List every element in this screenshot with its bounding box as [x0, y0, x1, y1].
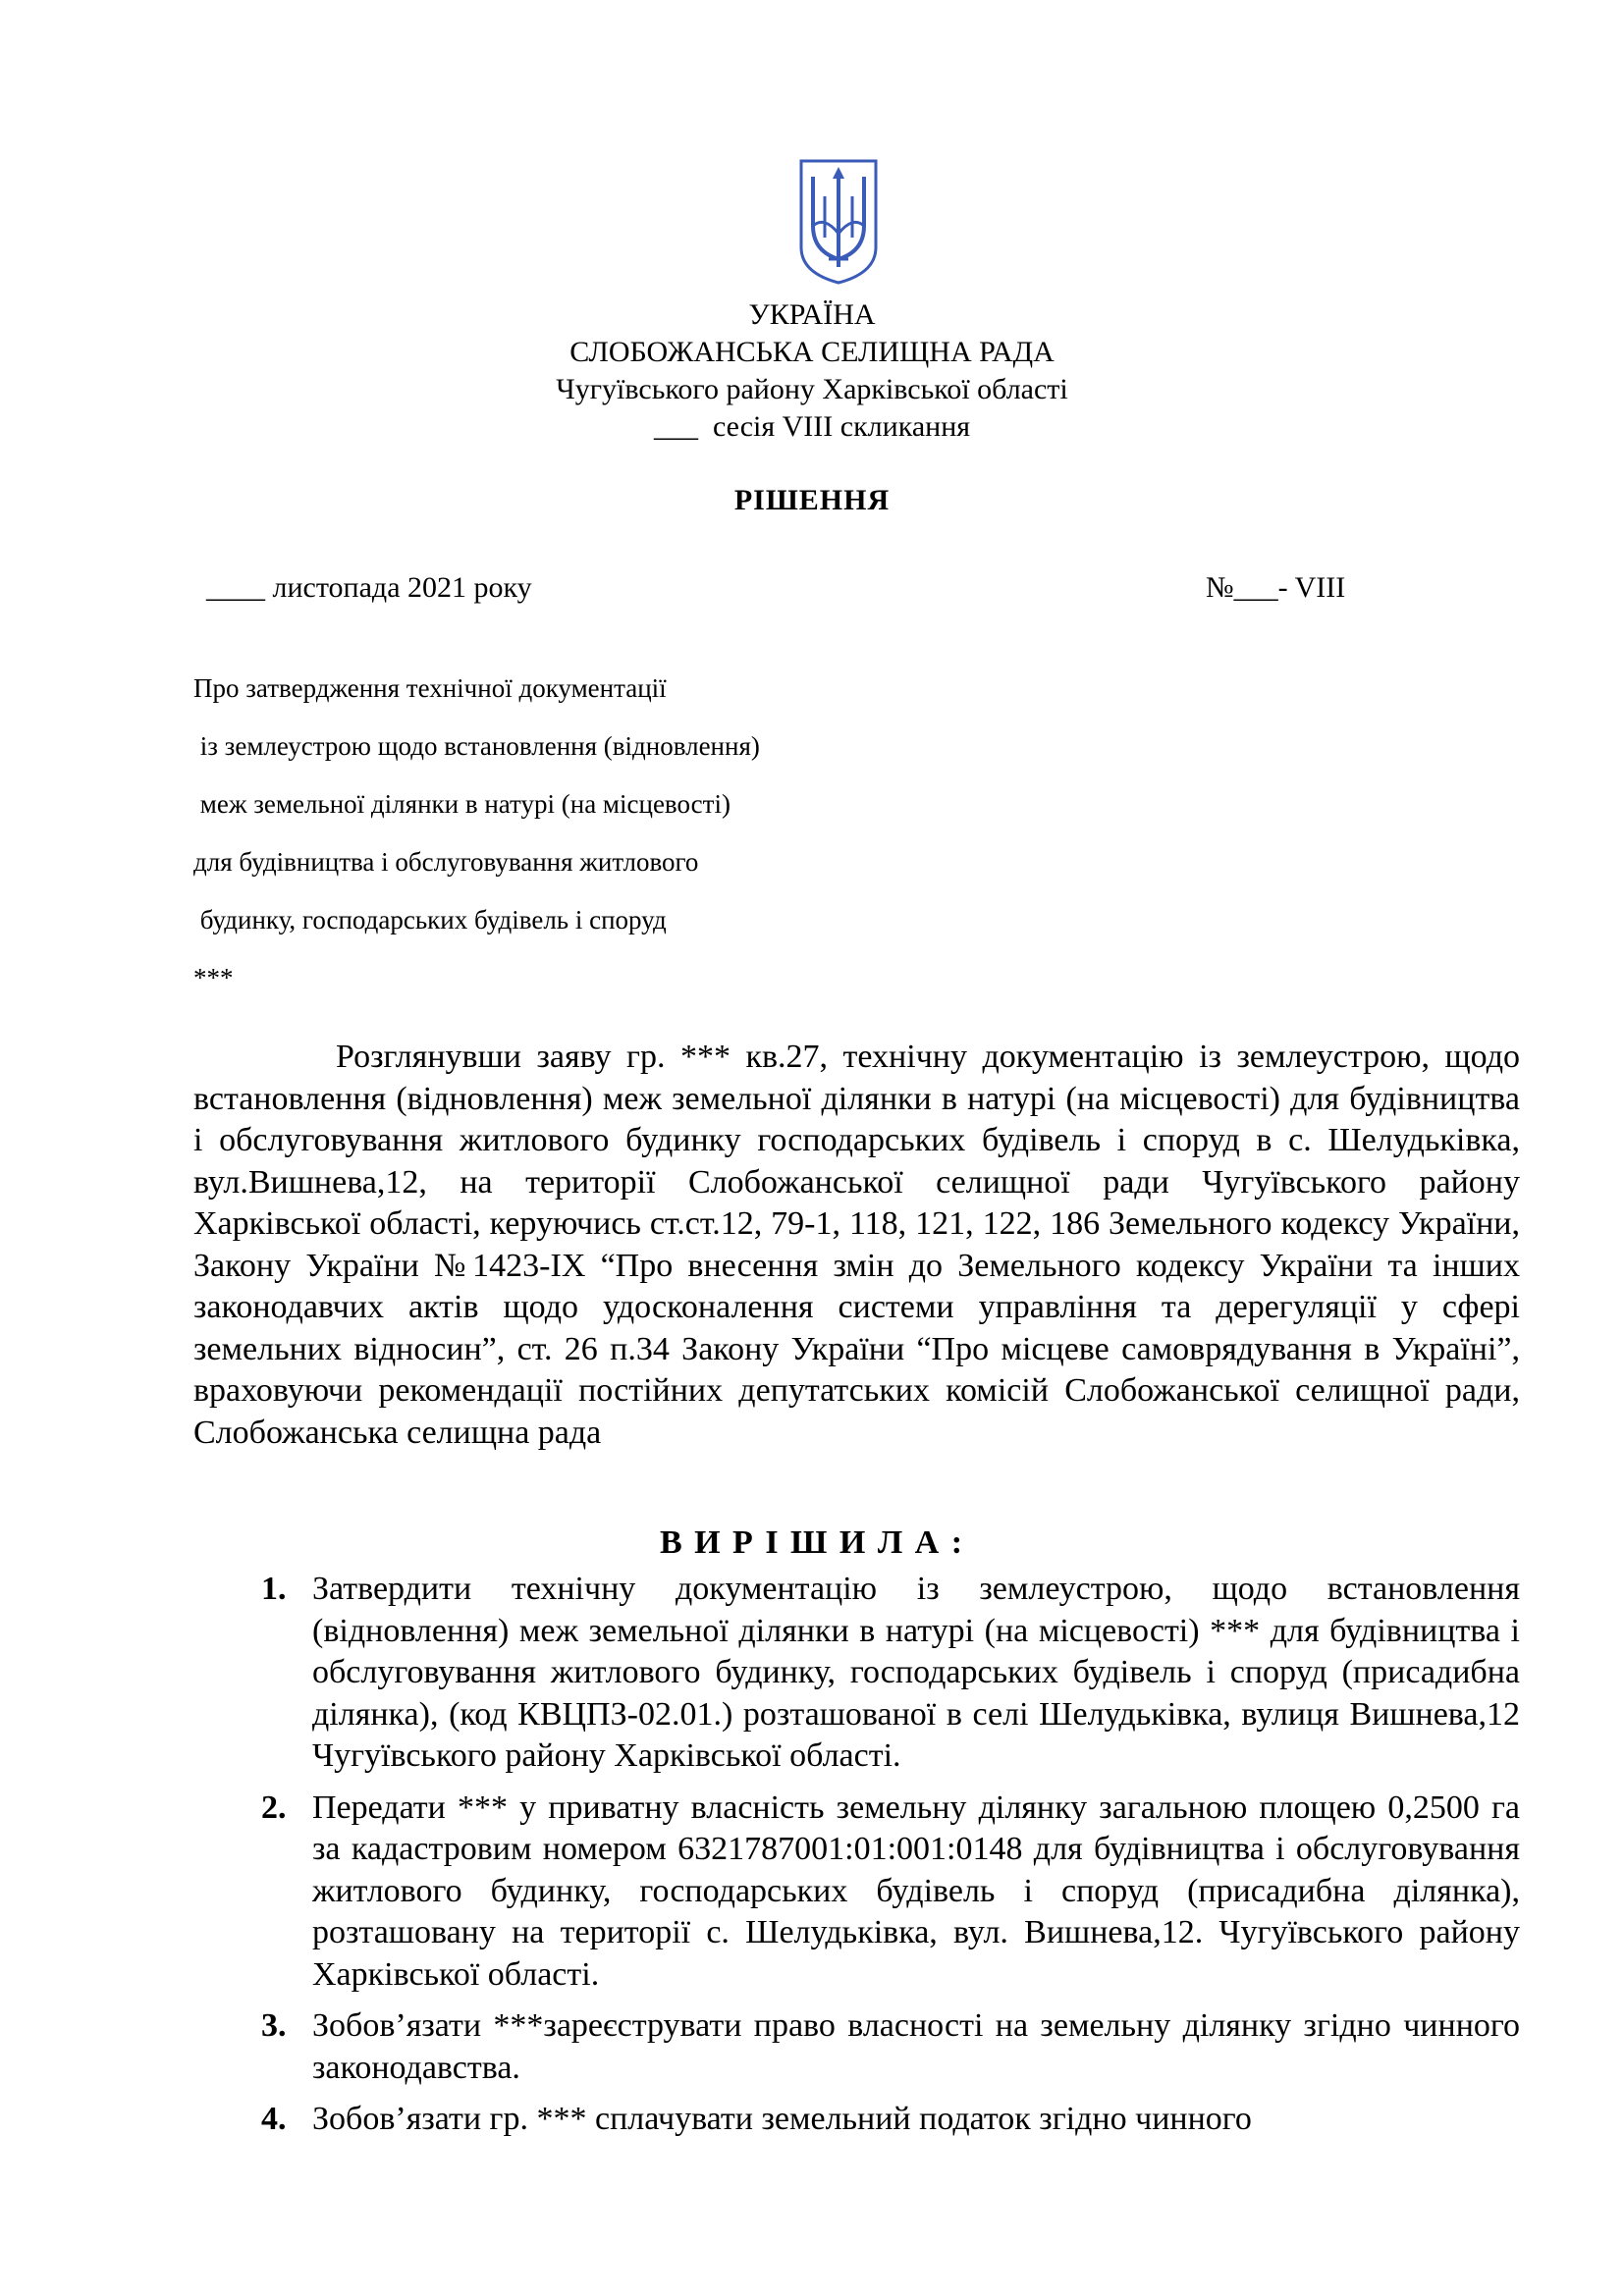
- subject-line: для будівництва і обслуговування житлового: [193, 847, 699, 877]
- item-text: Затвердити технічну документацію із землеустрою, щодо встановлення (відновлення) меж земельної ділянки в натурі (на місцевості) *** для будівництва і обслуговування житлового будинку, господарських будівель і споруд (присадибна ділянка), (код КВЦПЗ-02.01.) розташованої в селі Шелудьківка, вулиця Вишнева,12 Чугуївського району Харківської області.: [312, 1571, 1520, 1774]
- subject-line: ***: [193, 963, 234, 992]
- decision-number: №___- VIII: [1206, 571, 1346, 604]
- document-type: РІШЕННЯ: [733, 484, 891, 516]
- subject-line: будинку, господарських будівель і споруд: [193, 905, 667, 934]
- resolution-items: [261, 1569, 1520, 2151]
- session-line: ___ сесія VIII скликання: [653, 410, 971, 443]
- item-number: 3.: [261, 2007, 287, 2044]
- preamble-paragraph: Розглянувши заяву гр. *** кв.27, технічну документацію із землеустрою, щодо встановлення (відновлення) меж земельної ділянки в натурі (на місцевості) для будівництва і обслуговування житлового будинку господарських будівель і споруд в с. Шелудьківка, вул.Вишнева,12, на території Слобожанської селищної ради Чугуївського району Харківської області, керуючись ст.ст.12, 79-1, 118, 121, 122, 186 Земельного кодексу України, Закону України №1423-ІХ “Про внесення змін до Земельного кодексу України та інших законодавчих актів щодо удосконалення системи управління та дерегуляції у сфері земельних відносин”, ст. 26 п.34 Закону України “Про місцеве самоврядування в Україні”, враховуючи рекомендації постійних депутатських комісій Слобожанської селищної ради, Слобожанська селищна рада: [193, 1039, 1520, 1451]
- item-number: 1.: [261, 1571, 287, 1607]
- list-item: [261, 1788, 1520, 1997]
- subject-line: Про затвердження технічної документації: [193, 673, 667, 703]
- list-item: [261, 2099, 1520, 2141]
- list-item: [261, 1569, 1520, 1778]
- subject-line: меж земельної ділянки в натурі (на місцевості): [193, 789, 731, 819]
- decision-subject: [193, 660, 979, 1007]
- item-number: 4.: [261, 2101, 287, 2137]
- item-text: Зобов’язати ***зареєструвати право власності на земельну ділянку згідно чинного законодавства.: [312, 2007, 1520, 2086]
- item-text: Передати *** у приватну власність земельну ділянку загальною площею 0,2500 га за кадастровим номером 6321787001:01:001:0148 для будівництва і обслуговування житлового будинку, господарських будівель і споруд (присадибна ділянка), розташовану на території с. Шелудьківка, вул. Вишнева,12. Чугуївського району Харківської області.: [312, 1789, 1520, 1993]
- district-name: Чугуївського району Харківської області: [556, 373, 1068, 405]
- resolved-heading: В И Р І Ш И Л А :: [659, 1524, 965, 1561]
- council-name: СЛОБОЖАНСЬКА СЕЛИЩНА РАДА: [569, 336, 1055, 368]
- coat-of-arms-icon: [797, 157, 880, 287]
- item-number: 2.: [261, 1789, 287, 1826]
- item-text: Зобов’язати гр. *** сплачувати земельний податок згідно чинного: [312, 2101, 1252, 2137]
- subject-line: із землеустрою щодо встановлення (відновлення): [193, 731, 760, 761]
- list-item: [261, 2005, 1520, 2089]
- country-title: УКРАЇНА: [748, 298, 876, 331]
- decision-date: ____ листопада 2021 року: [206, 571, 532, 604]
